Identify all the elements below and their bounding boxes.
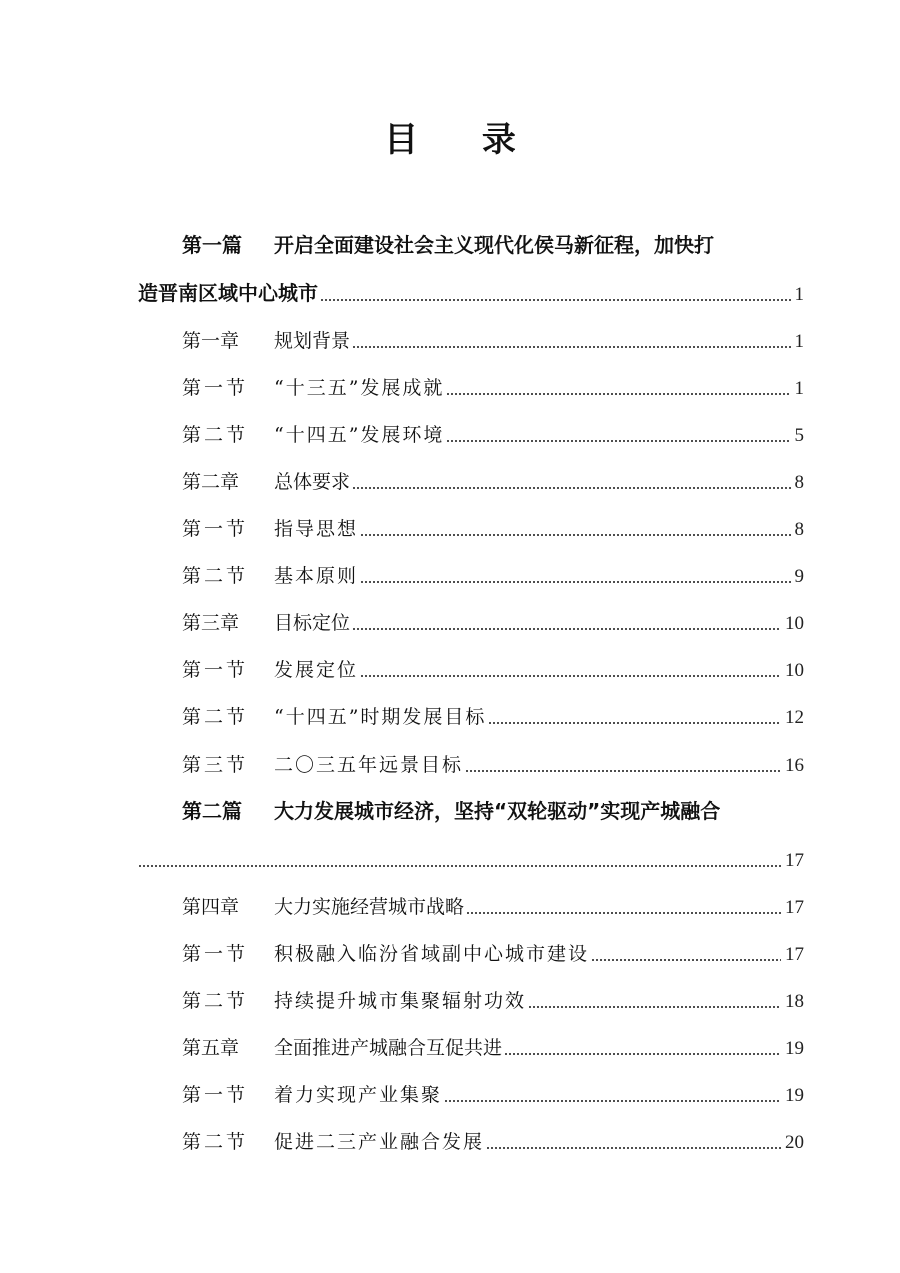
- leader-dots: [446, 440, 790, 442]
- toc-section-label: 第二节: [182, 706, 249, 728]
- toc-part-title: 开启全面建设社会主义现代化侯马新征程，加快打: [274, 233, 714, 257]
- leader-dots: [360, 534, 790, 536]
- toc-section-label: 第一节: [182, 943, 249, 965]
- toc-section[interactable]: [182, 689, 804, 729]
- toc-section[interactable]: [182, 926, 804, 966]
- leader-dots: [466, 912, 781, 914]
- toc-section-title: “十三五”发展成就: [274, 377, 445, 399]
- toc-chapter-label: 第三章: [182, 612, 240, 634]
- toc-section[interactable]: [182, 548, 804, 588]
- toc-section-label: 第一节: [182, 1084, 249, 1106]
- toc-chapter-label: 第一章: [182, 330, 240, 352]
- toc-section-title: 基本原则: [274, 565, 359, 587]
- toc-section-title: 促进二三产业融合发展: [274, 1131, 485, 1153]
- leader-dots: [446, 393, 790, 395]
- toc-page-number: 1: [794, 331, 804, 352]
- toc-page-number: 1: [794, 284, 804, 305]
- toc-chapter-title: 大力实施经营城市战略: [274, 896, 465, 918]
- toc-page-number: 17: [785, 897, 804, 918]
- toc-page-number: 16: [785, 755, 804, 776]
- toc-page-number: 19: [785, 1038, 804, 1059]
- toc-section[interactable]: [182, 973, 804, 1013]
- leader-dots: [528, 1006, 781, 1008]
- toc-chapter[interactable]: [182, 879, 804, 919]
- toc-section[interactable]: [182, 1067, 804, 1107]
- toc-section[interactable]: [182, 360, 804, 400]
- toc-section-label: 第一节: [182, 377, 249, 399]
- toc-page-number: 10: [785, 613, 804, 634]
- toc-chapter-title: 目标定位: [274, 612, 351, 634]
- toc-part-title-continued: 造晋南区域中心城市: [138, 281, 318, 305]
- toc-part-label: 第一篇: [182, 233, 242, 257]
- toc-section-title: 着力实现产业集聚: [274, 1084, 443, 1106]
- leader-dots: [352, 487, 790, 489]
- toc-page-number: 1: [794, 378, 804, 399]
- toc-chapter-title: 全面推进产城融合互促共进: [274, 1037, 503, 1059]
- toc-part-title: 大力发展城市经济，坚持“双轮驱动”实现产城融合: [274, 799, 721, 823]
- leader-dots: [486, 1147, 781, 1149]
- toc-page-number: 19: [785, 1085, 804, 1106]
- leader-dots: [591, 959, 781, 961]
- leader-dots: [360, 675, 781, 677]
- toc-section-title: 持续提升城市集聚辐射功效: [274, 990, 527, 1012]
- toc-page-number: 8: [794, 519, 804, 540]
- toc-part-label: 第二篇: [182, 799, 242, 823]
- leader-dots: [444, 1100, 781, 1102]
- toc-section[interactable]: [182, 407, 804, 447]
- leader-dots: [320, 299, 791, 301]
- toc-section[interactable]: [182, 737, 804, 777]
- toc-part-2-continued[interactable]: [138, 832, 804, 872]
- toc-section-title: 指导思想: [274, 518, 359, 540]
- toc-section-label: 第二节: [182, 424, 249, 446]
- toc-section-title: 二〇三五年远景目标: [274, 754, 464, 776]
- toc-chapter-label: 第二章: [182, 471, 240, 493]
- toc-chapter[interactable]: [182, 454, 804, 494]
- toc-part-1[interactable]: [182, 218, 804, 258]
- toc-section-title: “十四五”发展环境: [274, 424, 445, 446]
- toc-page-number: 20: [785, 1132, 804, 1153]
- toc-section-label: 第二节: [182, 1131, 249, 1153]
- toc-section-label: 第一节: [182, 659, 249, 681]
- toc-section[interactable]: [182, 1114, 804, 1154]
- toc-chapter[interactable]: [182, 595, 804, 635]
- toc-chapter-label: 第五章: [182, 1037, 240, 1059]
- toc-page-number: 8: [794, 472, 804, 493]
- leader-dots: [465, 770, 781, 772]
- toc-section[interactable]: [182, 642, 804, 682]
- toc-section-label: 第二节: [182, 990, 249, 1012]
- toc-section-title: 发展定位: [274, 659, 359, 681]
- leader-dots: [504, 1053, 781, 1055]
- toc-page-number: 18: [785, 991, 804, 1012]
- toc-part-2[interactable]: [182, 784, 804, 824]
- toc-section-label: 第二节: [182, 565, 249, 587]
- toc-chapter-title: 总体要求: [274, 471, 351, 493]
- toc-section-title: 积极融入临汾省域副中心城市建设: [274, 943, 590, 965]
- leader-dots: [360, 581, 790, 583]
- toc-part-1-continued[interactable]: [138, 266, 804, 306]
- toc-page-number: 5: [794, 425, 804, 446]
- toc-chapter[interactable]: [182, 313, 804, 353]
- toc-page-number: 17: [785, 850, 804, 871]
- leader-dots: [352, 628, 781, 630]
- page-title: 目 录: [384, 120, 542, 160]
- toc-section[interactable]: [182, 501, 804, 541]
- toc-chapter-title: 规划背景: [274, 330, 351, 352]
- toc-chapter[interactable]: [182, 1020, 804, 1060]
- leader-dots: [352, 346, 790, 348]
- toc-page-number: 12: [785, 707, 804, 728]
- toc-page-number: 10: [785, 660, 804, 681]
- leader-dots: [138, 865, 781, 867]
- toc-chapter-label: 第四章: [182, 896, 240, 918]
- toc-page-number: 17: [785, 944, 804, 965]
- leader-dots: [488, 722, 781, 724]
- toc-section-label: 第一节: [182, 518, 249, 540]
- toc-section-label: 第三节: [182, 754, 249, 776]
- toc-page-number: 9: [794, 566, 804, 587]
- toc-section-title: “十四五”时期发展目标: [274, 706, 487, 728]
